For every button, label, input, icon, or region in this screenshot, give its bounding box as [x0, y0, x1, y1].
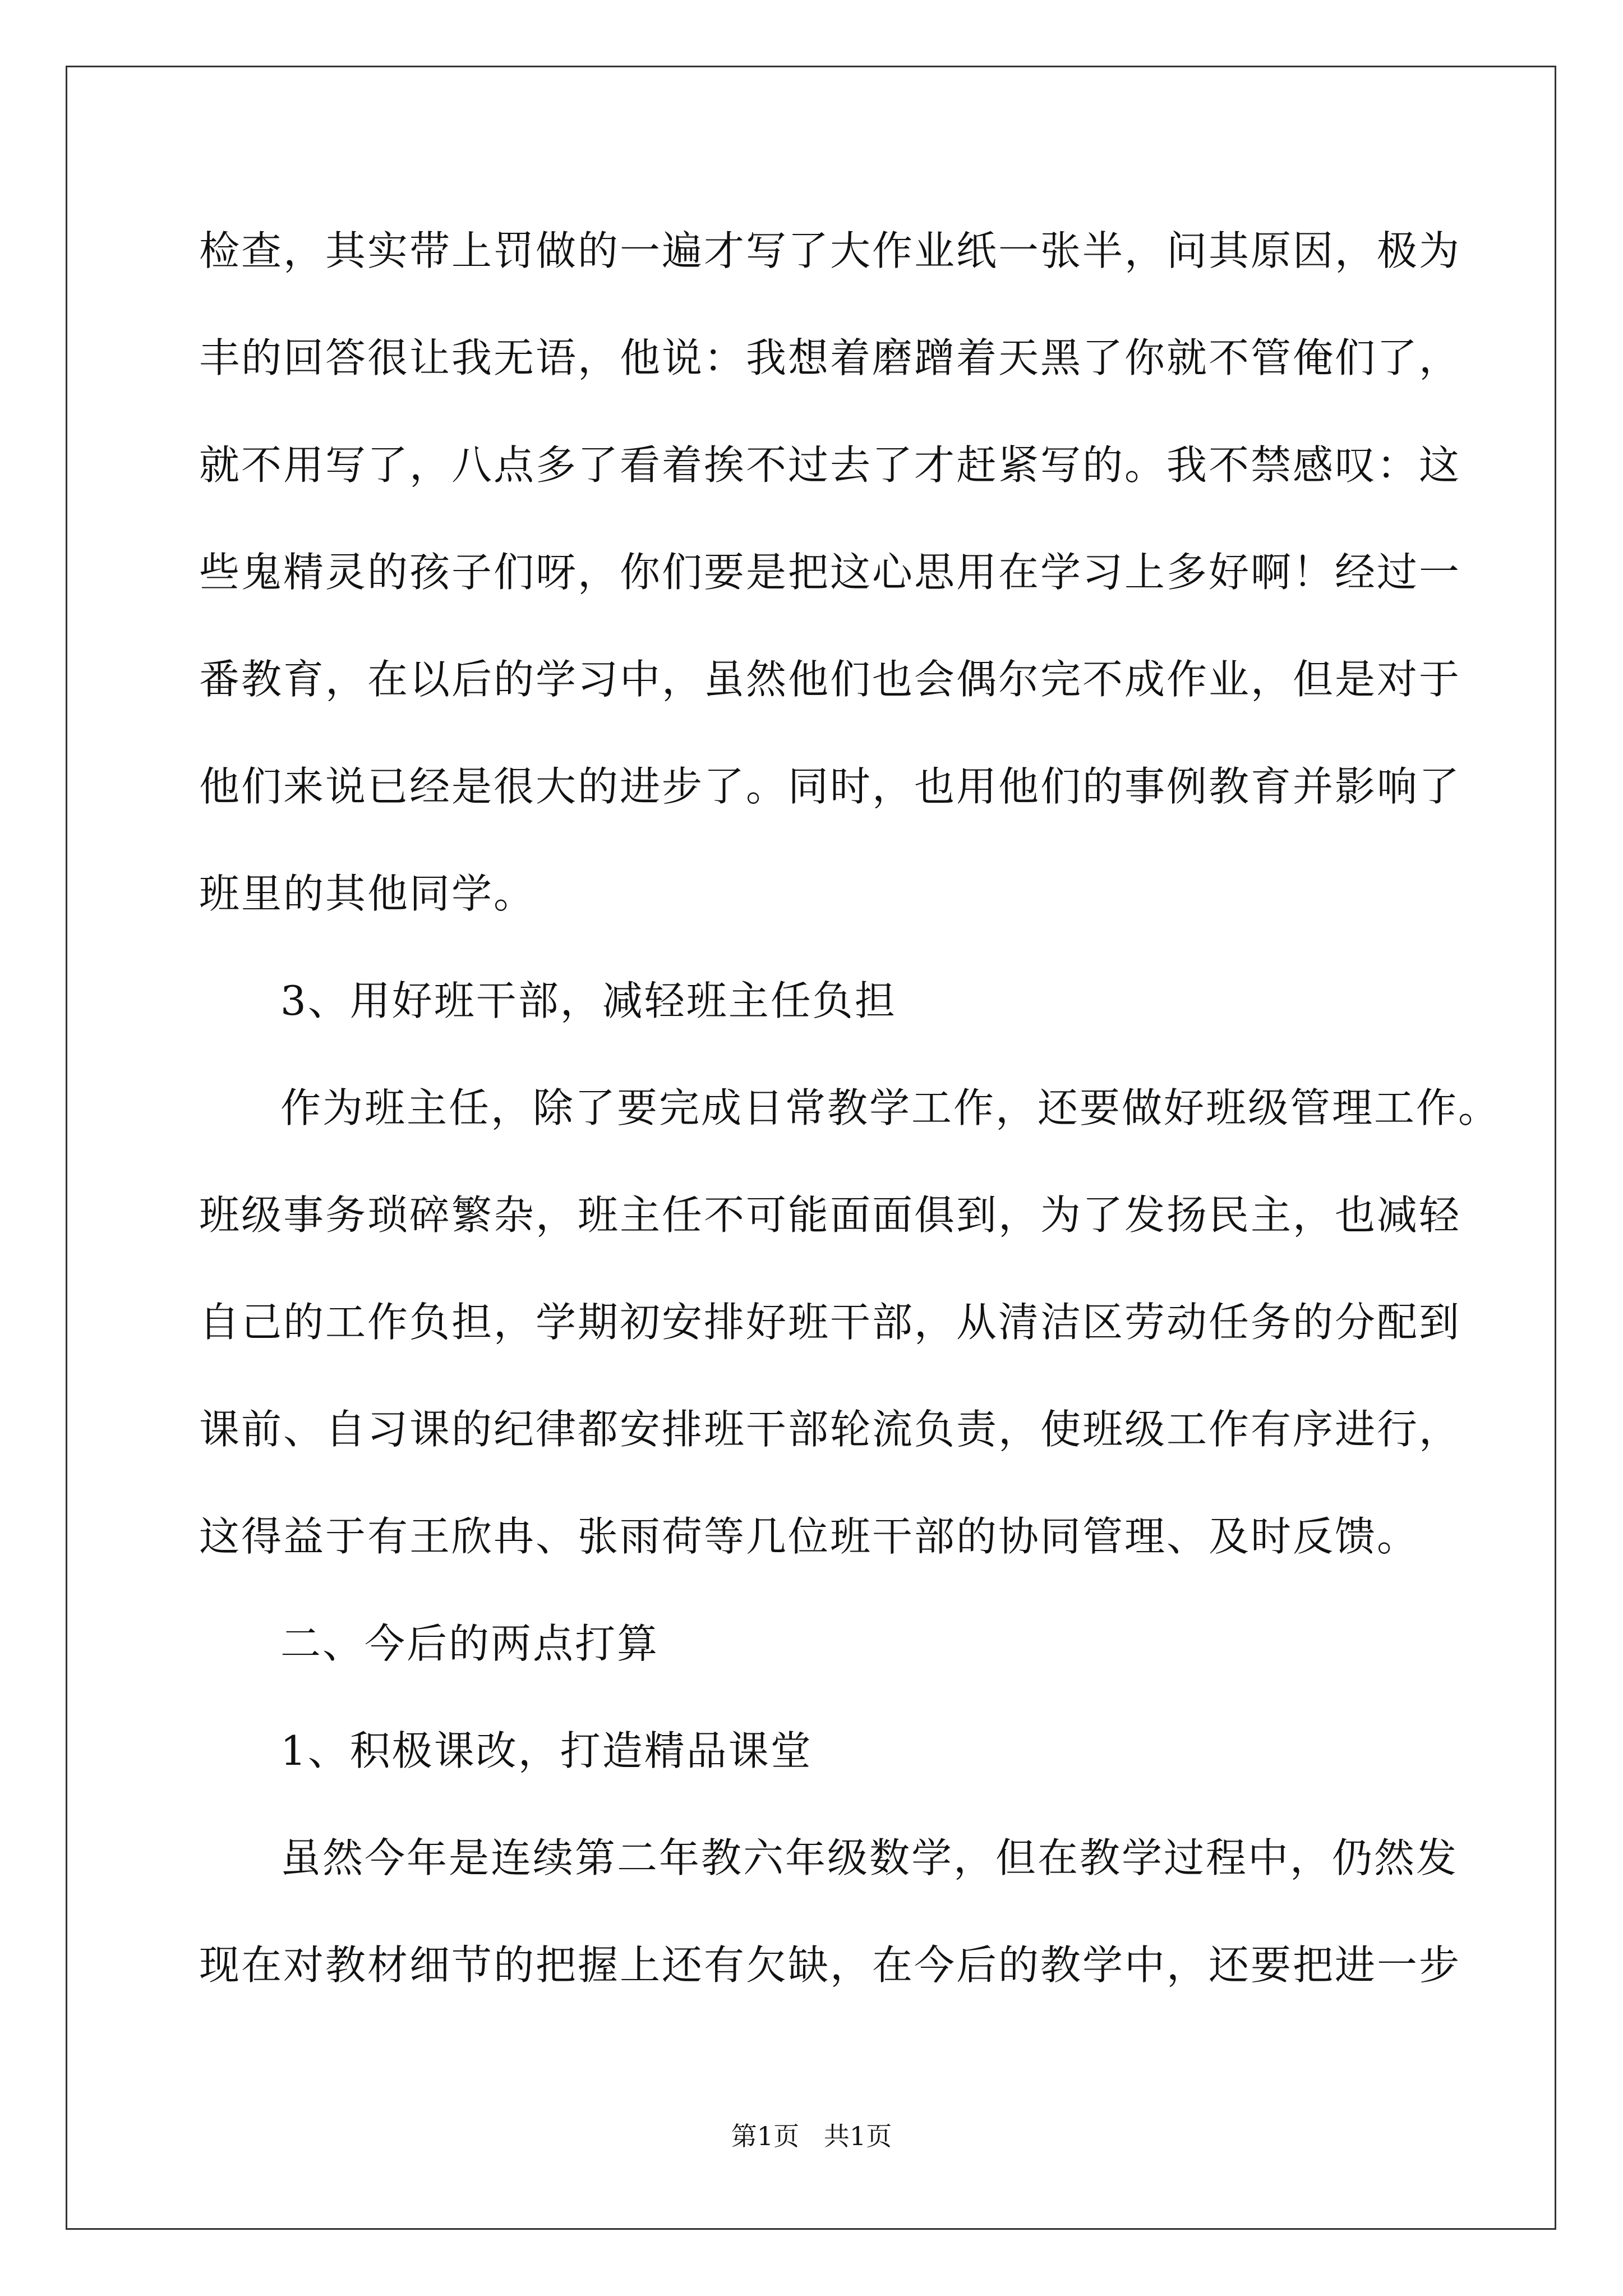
page-footer: 第1页 共1页 [731, 2121, 892, 2151]
text-line: 这得益于有王欣冉、张雨荷等几位班干部的协同管理、及时反馈。 [199, 1513, 1419, 1560]
text-line: 番教育，在以后的学习中，虽然他们也会偶尔完不成作业，但是对于 [199, 656, 1461, 703]
section-heading: 1、积极课改，打造精品课堂 [280, 1727, 813, 1774]
text-line: 自己的工作负担，学期初安排好班干部，从清洁区劳动任务的分配到 [199, 1299, 1461, 1346]
section-heading: 3、用好班干部，减轻班主任负担 [280, 977, 897, 1024]
text-line: 现在对教材细节的把握上还有欠缺，在今后的教学中，还要把进一步 [199, 1941, 1461, 1989]
text-line: 虽然今年是连续第二年教六年级数学，但在教学过程中，仍然发 [280, 1834, 1459, 1881]
text-line: 课前、自习课的纪律都安排班干部轮流负责，使班级工作有序进行， [199, 1406, 1461, 1453]
text-line: 就不用写了，八点多了看着挨不过去了才赶紧写的。我不禁感叹：这 [199, 441, 1461, 489]
text-line: 他们来说已经是很大的进步了。同时，也用他们的事例教育并影响了 [199, 763, 1461, 810]
text-line: 些鬼精灵的孩子们呀，你们要是把这心思用在学习上多好啊！经过一 [199, 549, 1461, 596]
section-heading: 二、今后的两点打算 [280, 1620, 660, 1667]
text-line: 丰的回答很让我无语，他说：我想着磨蹭着天黑了你就不管俺们了， [199, 334, 1461, 381]
page-frame [66, 66, 1556, 2230]
text-line: 作为班主任，除了要完成日常教学工作，还要做好班级管理工作。 [280, 1084, 1501, 1131]
text-line: 检查，其实带上罚做的一遍才写了大作业纸一张半，问其原因，极为 [199, 227, 1461, 274]
text-line: 班里的其他同学。 [199, 870, 536, 917]
text-line: 班级事务琐碎繁杂，班主任不可能面面俱到，为了发扬民主，也减轻 [199, 1191, 1461, 1239]
